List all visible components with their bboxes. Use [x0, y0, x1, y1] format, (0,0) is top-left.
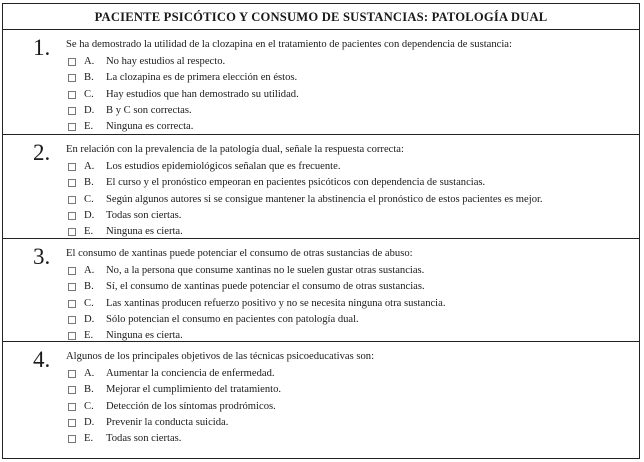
question-stem: En relación con la prevalencia de la patología dual, señale la respuesta correcta: — [66, 144, 404, 155]
checkbox-icon[interactable] — [68, 74, 76, 82]
option-c[interactable] — [66, 87, 639, 103]
option-c[interactable] — [66, 399, 639, 415]
option-letter: C. — [84, 88, 94, 100]
option-c[interactable] — [66, 192, 639, 208]
checkbox-icon[interactable] — [68, 107, 76, 115]
option-text: Según algunos autores si se consigue mantener la abstinencia el pronóstico de estos pacientes es mejor. — [106, 193, 543, 205]
option-text: Detección de los síntomas prodrómicos. — [106, 400, 276, 412]
option-letter: D. — [84, 416, 95, 428]
option-text: No hay estudios al respecto. — [106, 56, 226, 67]
option-letter: E. — [84, 121, 94, 133]
question-1 — [3, 30, 639, 135]
option-text: B y C son correctas. — [106, 104, 192, 116]
quiz-sheet — [2, 3, 640, 459]
option-text: Prevenir la conducta suicida. — [106, 416, 229, 428]
option-text: La clozapina es de primera elección en éstos. — [106, 72, 298, 84]
checkbox-icon[interactable] — [68, 435, 76, 443]
option-text: Las xantinas producen refuerzo positivo y no se necesita ninguna otra sustancia. — [106, 297, 446, 309]
option-text: Ninguna es cierta. — [106, 226, 183, 238]
checkbox-icon[interactable] — [68, 300, 76, 308]
question-stem: Algunos de los principales objetivos de las técnicas psicoeducativas son: — [66, 351, 375, 362]
option-a[interactable] — [66, 263, 639, 279]
option-a[interactable] — [66, 159, 639, 175]
option-e[interactable] — [66, 431, 639, 447]
option-letter: E. — [84, 330, 94, 342]
option-b[interactable] — [66, 70, 639, 86]
option-letter: C. — [84, 193, 94, 205]
question-stem: Se ha demostrado la utilidad de la clozapina en el tratamiento de pacientes con dependencia de sustancia: — [66, 39, 512, 50]
option-text: Ninguna es cierta. — [106, 330, 183, 342]
option-letter: B. — [84, 177, 94, 189]
checkbox-icon[interactable] — [68, 212, 76, 220]
checkbox-icon[interactable] — [68, 163, 76, 171]
option-letter: B. — [84, 281, 94, 293]
option-text: Hay estudios que han demostrado su utilidad. — [106, 88, 299, 100]
question-number: 1. — [33, 35, 51, 60]
checkbox-icon[interactable] — [68, 196, 76, 204]
option-text: Sólo potencian el consumo en pacientes con patología dual. — [106, 313, 359, 325]
option-text: Los estudios epidemiológicos señalan que es frecuente. — [106, 161, 341, 172]
option-d[interactable] — [66, 312, 639, 328]
page-title: PACIENTE PSICÓTICO Y CONSUMO DE SUSTANCIAS: PATOLOGÍA DUAL — [3, 4, 639, 30]
option-letter: A. — [84, 56, 95, 67]
checkbox-icon[interactable] — [68, 403, 76, 411]
option-text: Todas son ciertas. — [106, 209, 182, 221]
option-text: Ninguna es correcta. — [106, 121, 194, 133]
checkbox-icon[interactable] — [68, 123, 76, 131]
option-letter: C. — [84, 297, 94, 309]
question-4 — [3, 342, 639, 452]
option-text: El curso y el pronóstico empeoran en pacientes psicóticos con dependencia de sustancias. — [106, 177, 486, 189]
checkbox-icon[interactable] — [68, 91, 76, 99]
option-letter: D. — [84, 313, 95, 325]
checkbox-icon[interactable] — [68, 332, 76, 340]
checkbox-icon[interactable] — [68, 386, 76, 394]
checkbox-icon[interactable] — [68, 58, 76, 66]
question-2 — [3, 135, 639, 239]
option-letter: D. — [84, 104, 95, 116]
option-a[interactable] — [66, 54, 639, 70]
option-d[interactable] — [66, 415, 639, 431]
option-letter: E. — [84, 226, 94, 238]
option-letter: B. — [84, 384, 94, 396]
option-b[interactable] — [66, 279, 639, 295]
checkbox-icon[interactable] — [68, 370, 76, 378]
option-letter: E. — [84, 433, 94, 445]
option-d[interactable] — [66, 208, 639, 224]
option-letter: A. — [84, 265, 95, 276]
option-d[interactable] — [66, 103, 639, 119]
checkbox-icon[interactable] — [68, 179, 76, 187]
checkbox-icon[interactable] — [68, 283, 76, 291]
question-number: 3. — [33, 244, 51, 269]
option-letter: C. — [84, 400, 94, 412]
option-letter: A. — [84, 161, 95, 172]
option-text: Mejorar el cumplimiento del tratamiento. — [106, 384, 282, 396]
option-b[interactable] — [66, 382, 639, 398]
option-letter: B. — [84, 72, 94, 84]
option-e[interactable] — [66, 119, 639, 135]
option-a[interactable] — [66, 366, 639, 382]
option-text: Todas son ciertas. — [106, 433, 182, 445]
option-text: No, a la persona que consume xantinas no le suelen gustar otras sustancias. — [106, 265, 425, 276]
checkbox-icon[interactable] — [68, 228, 76, 236]
checkbox-icon[interactable] — [68, 267, 76, 275]
question-stem: El consumo de xantinas puede potenciar el consumo de otras sustancias de abuso: — [66, 248, 413, 259]
option-text: Aumentar la conciencia de enfermedad. — [106, 368, 275, 379]
option-letter: D. — [84, 209, 95, 221]
option-letter: A. — [84, 368, 95, 379]
question-number: 4. — [33, 347, 51, 372]
checkbox-icon[interactable] — [68, 316, 76, 324]
question-3 — [3, 239, 639, 342]
option-c[interactable] — [66, 296, 639, 312]
checkbox-icon[interactable] — [68, 419, 76, 427]
option-b[interactable] — [66, 175, 639, 191]
question-number: 2. — [33, 140, 51, 165]
option-text: Sí, el consumo de xantinas puede potenciar el consumo de otras sustancias. — [106, 281, 425, 293]
